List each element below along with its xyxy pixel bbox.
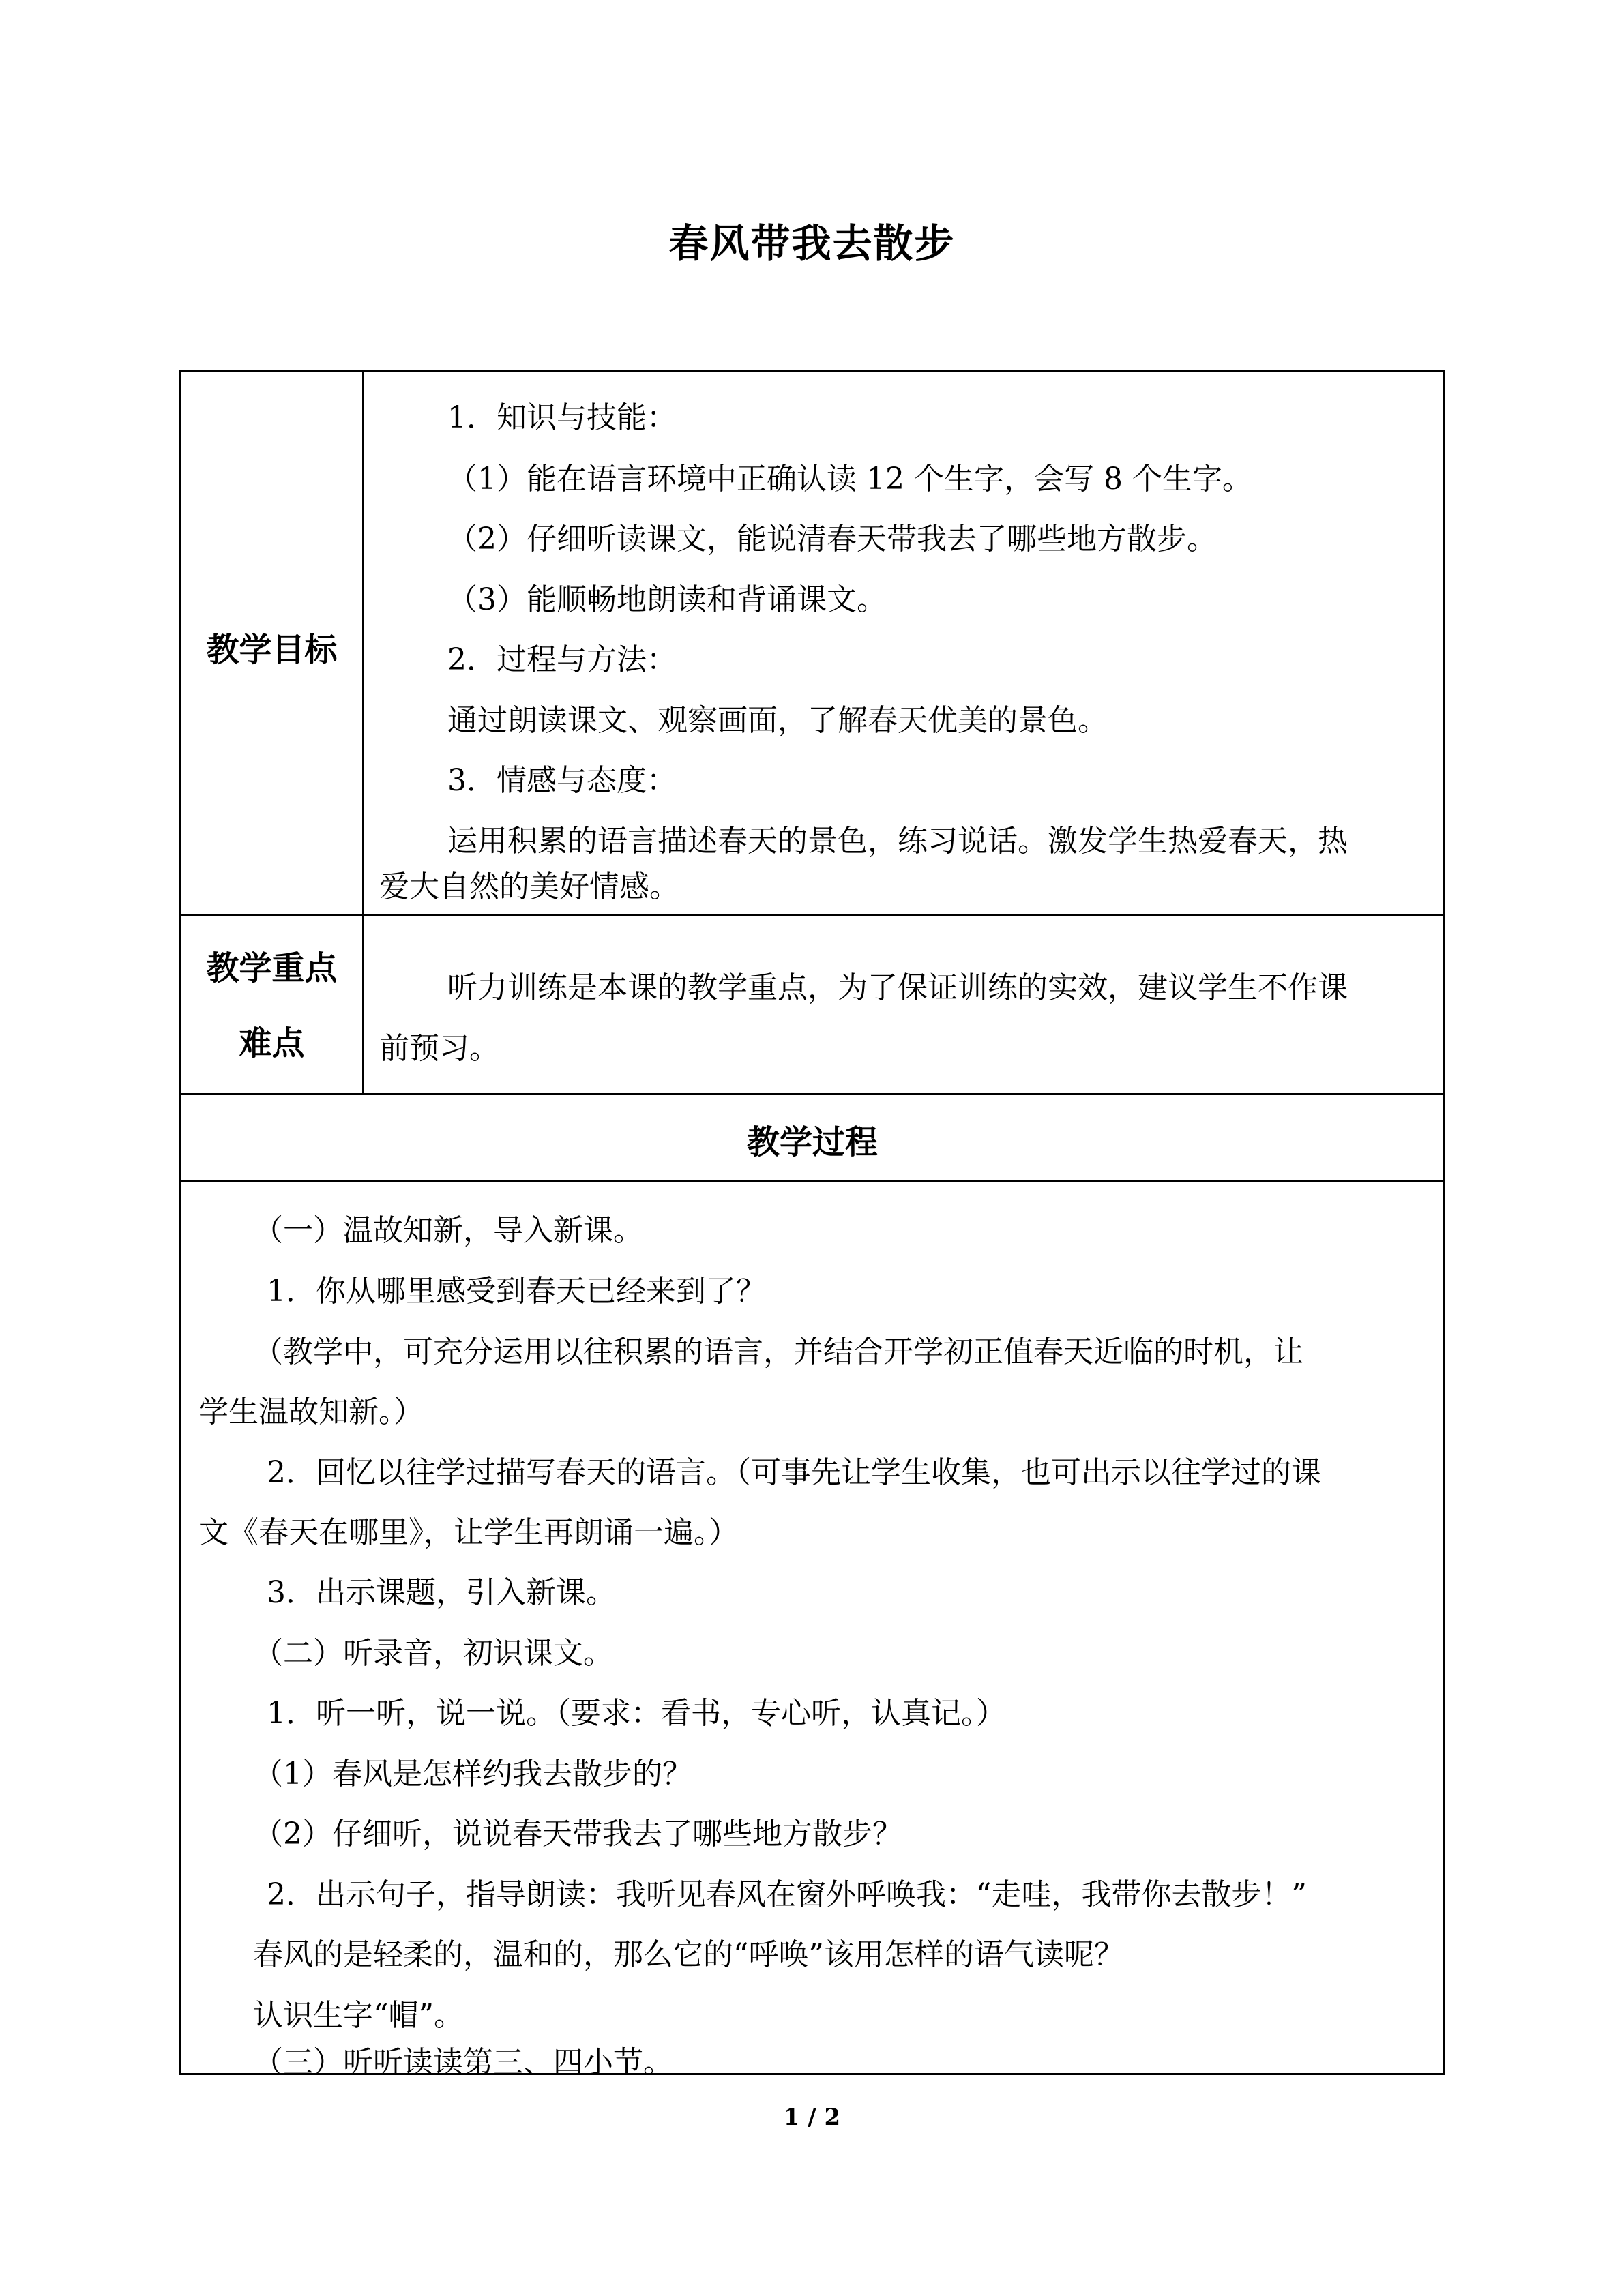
process-line-3: （教学中，可充分运用以往积累的语言，并结合开学初正值春天近临的时机，让 [253,1335,1303,1369]
row-divider-1 [181,914,1443,916]
column-divider [362,372,364,1095]
page-title: 春风带我去散步 [668,220,956,267]
objectives-line-5: 2．过程与方法： [447,642,677,677]
process-header: 教学过程 [746,1123,878,1161]
process-line-6: 文《春天在哪里》，让学生再朗诵一遍。） [198,1515,739,1550]
focus-line-2: 前预习。 [379,1031,499,1066]
process-line-11: （2）仔细听，说说春天带我去了哪些地方散步？ [253,1817,902,1851]
process-line-2: 1．你从哪里感受到春天已经来到了？ [267,1274,766,1309]
objectives-line-7: 3．情感与态度： [447,763,677,798]
objectives-line-8: 运用积累的语言描述春天的景色，练习说话。激发学生热爱春天，热 [447,824,1348,859]
objectives-line-9: 爱大自然的美好情感。 [379,869,679,904]
process-line-5: 2．回忆以往学过描写春天的语言。（可事先让学生收集，也可出示以往学过的课 [267,1455,1321,1490]
process-line-4: 学生温故知新。） [198,1395,424,1429]
objectives-line-4: （3）能顺畅地朗读和背诵课文。 [447,582,887,617]
lesson-plan-table [179,370,1445,2080]
process-line-9: 1．听一听，说一说。（要求：看书，专心听，认真记。） [267,1696,1006,1731]
process-line-12: 2．出示句子，指导朗读：我听见春风在窗外呼唤我：“走哇，我带你去散步！” [267,1877,1307,1912]
process-line-8: （二）听录音，初识课文。 [253,1636,613,1671]
process-line-1: （一）温故知新，导入新课。 [253,1213,643,1248]
objectives-label: 教学目标 [206,631,338,669]
focus-line-1: 听力训练是本课的教学重点，为了保证训练的实效，建议学生不作课 [447,970,1348,1005]
objectives-line-1: 1．知识与技能： [447,400,677,435]
focus-label-line2: 难点 [239,1024,305,1062]
page-number: 1 / 2 [783,2104,841,2131]
process-line-14: 认识生字“帽”。 [253,1998,464,2033]
process-line-15: （三）听听读读第三、四小节。 [253,2045,673,2080]
process-line-10: （1）春风是怎样约我去散步的？ [253,1757,692,1791]
process-line-7: 3．出示课题，引入新课。 [267,1575,616,1610]
focus-label-line1: 教学重点 [206,949,338,987]
process-line-13: 春风的是轻柔的，温和的，那么它的“呼唤”该用怎样的语气读呢？ [253,1937,1124,1972]
objectives-line-3: （2）仔细听读课文，能说清春天带我去了哪些地方散步。 [447,522,1217,556]
objectives-line-6: 通过朗读课文、观察画面，了解春天优美的景色。 [447,703,1108,738]
row-divider-2 [181,1093,1443,1095]
row-divider-3 [181,1180,1443,1182]
objectives-line-2: （1）能在语言环境中正确认读 12 个生字，会写 8 个生字。 [447,462,1252,496]
